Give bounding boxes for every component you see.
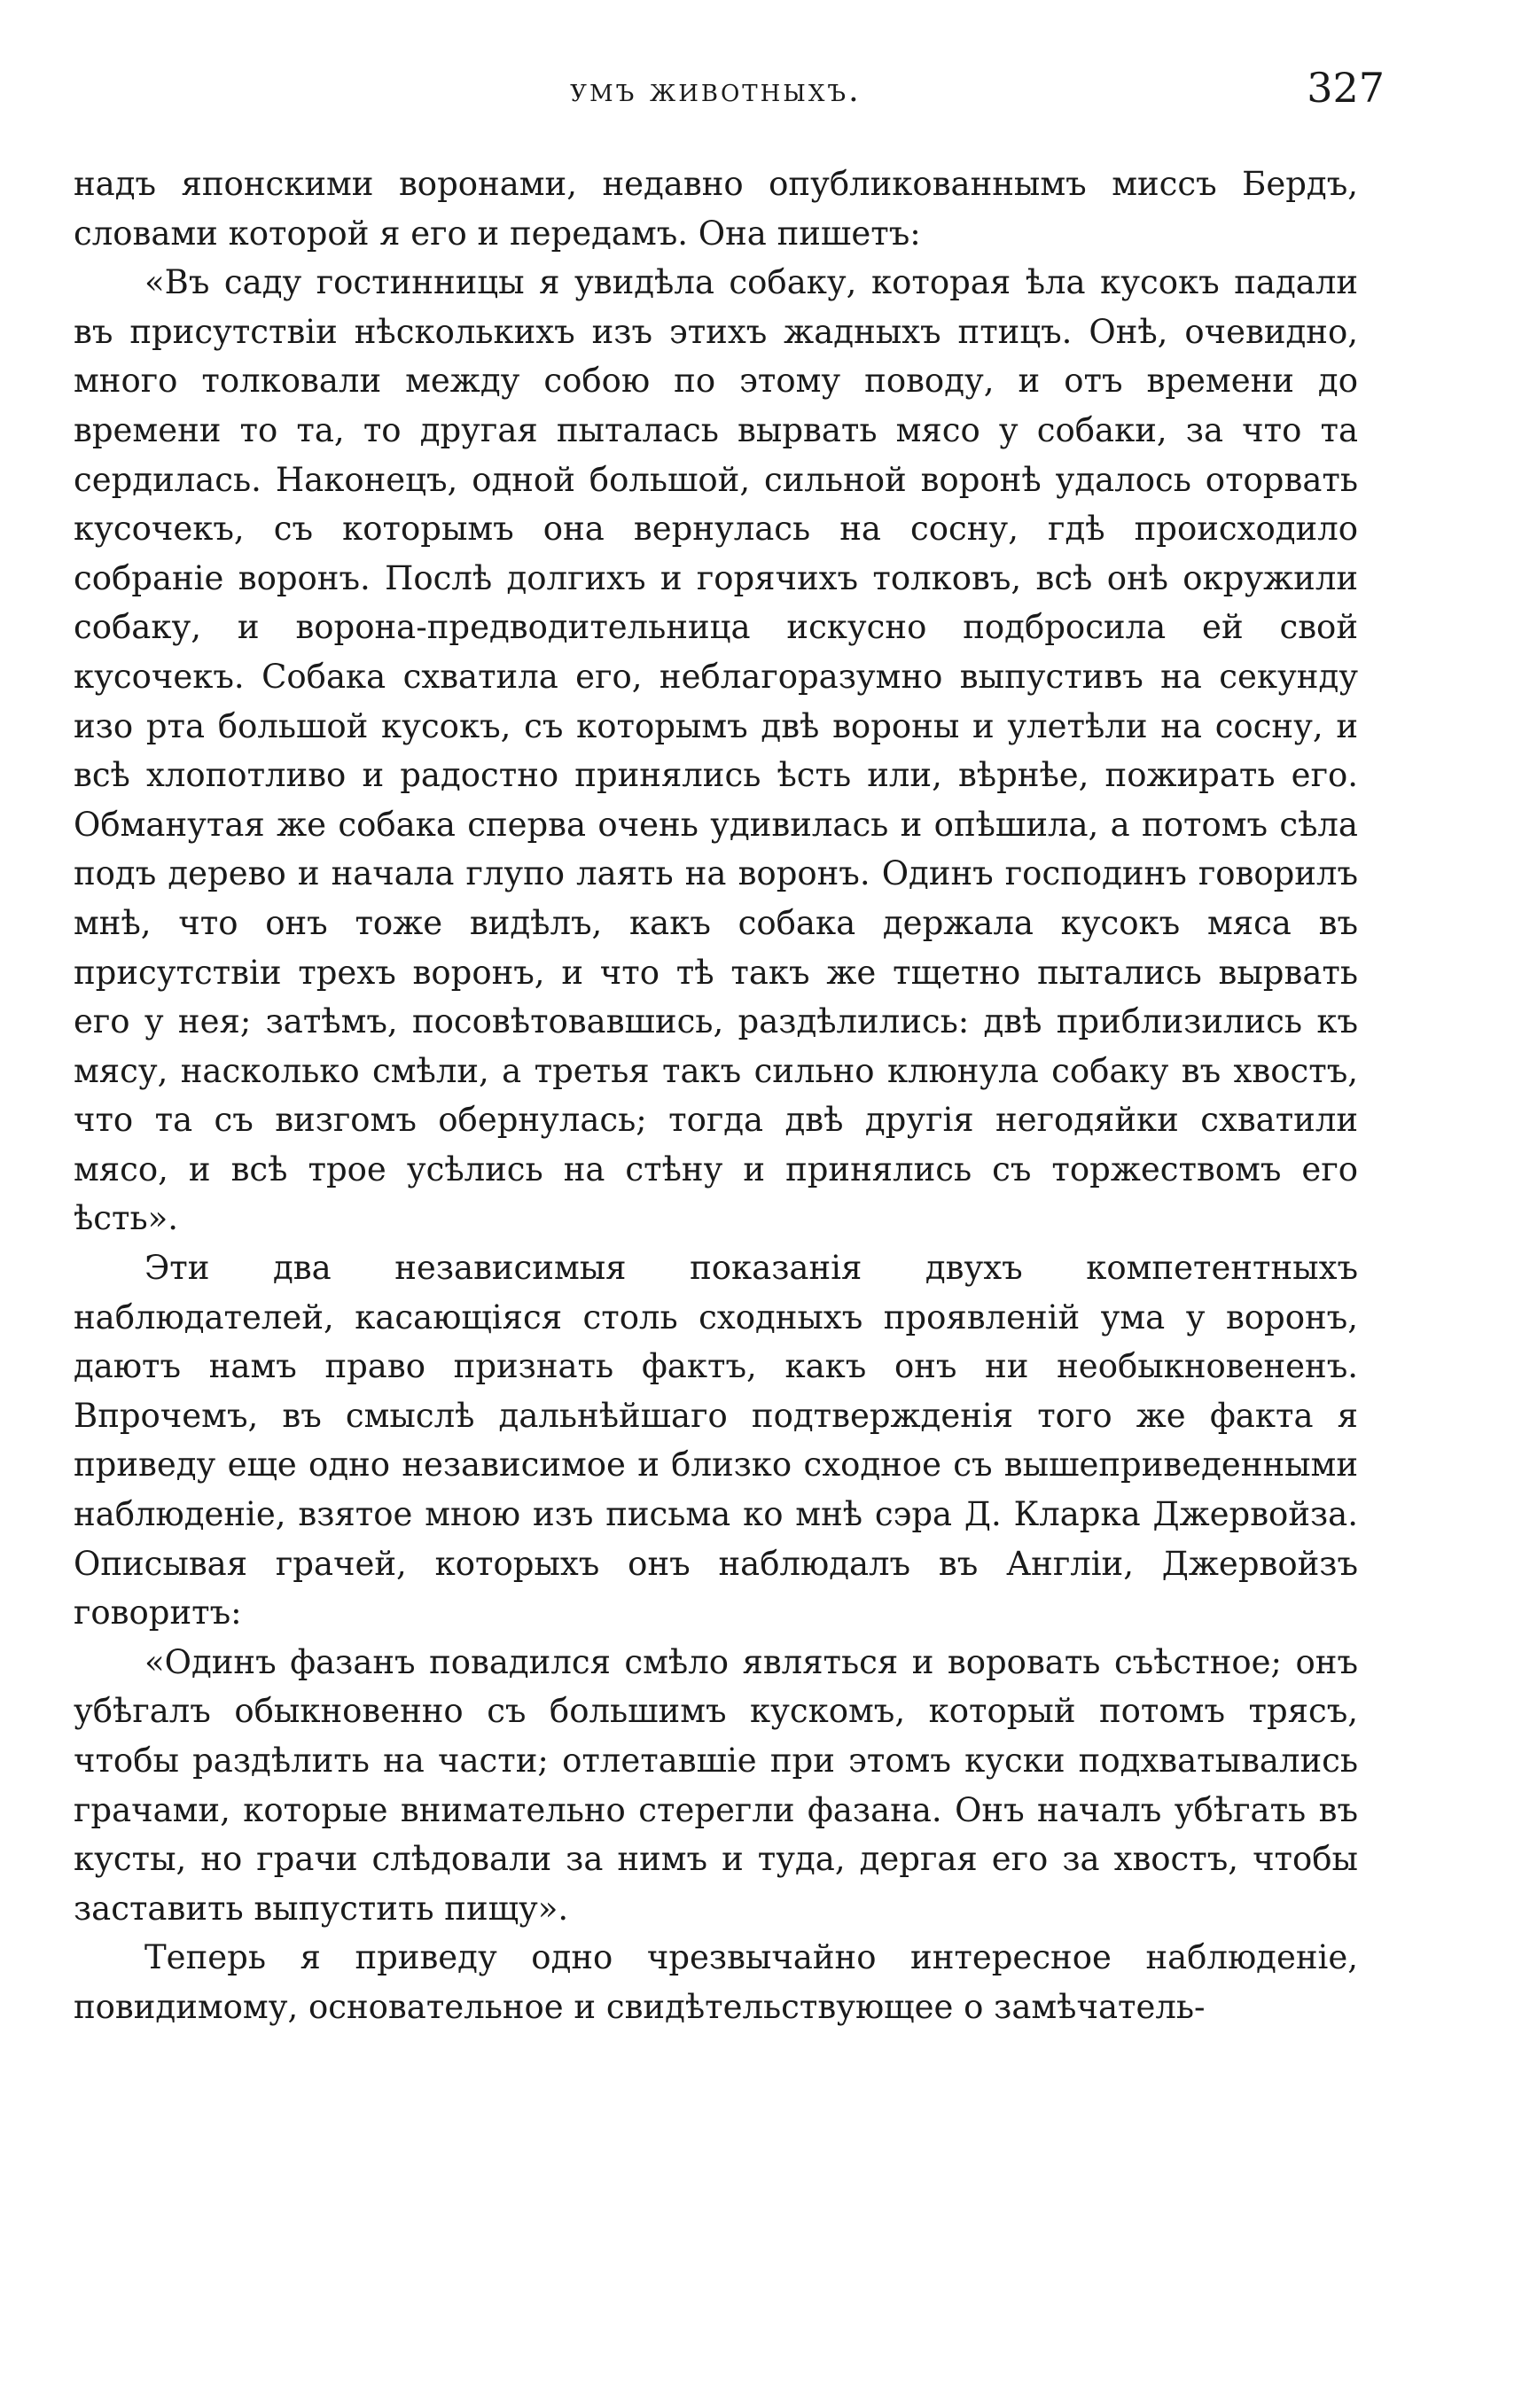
quote-miss-bird: «Въ саду гостинницы я увидѣла собаку, которая ѣла кусокъ падали въ присутствіи нѣсколькихъ изъ этихъ жадныхъ птицъ. Онѣ, очевидно, много толковали между собою по этому поводу, и отъ времени до времени то та, то другая пыталась вырвать мясо у собаки, за что та сердилась. Наконецъ, одной большой, сильной воронѣ удалось оторвать кусочекъ, съ которымъ она вернулась на сосну, гдѣ происходило собраніе воронъ. Послѣ долгихъ и горячихъ толковъ, всѣ онѣ окружили собаку, и ворона-предводительница искусно подбросила ей свой кусочекъ. Собака схватила его, неблагоразумно выпустивъ на секунду изо рта большой кусокъ, съ которымъ двѣ вороны и улетѣли на сосну, и всѣ хлопотливо и радостно принялись ѣсть или, вѣрнѣе, пожирать его. Обманутая же собака сперва очень удивилась и опѣшила, а потомъ сѣла подъ дерево и начала глупо лаять на воронъ. Одинъ господинъ говорилъ мнѣ, что онъ тоже видѣлъ, какъ собака держала кусокъ мяса въ присутствіи трехъ воронъ, и что тѣ такъ же тщетно пытались вырвать его у нея; затѣмъ, посовѣтовавшись, раздѣлились: двѣ приблизились къ мясу, насколько смѣли, а третья такъ сильно клюнула собаку въ хвостъ, что та съ визгомъ обернулась; тогда двѣ другія негодяйки схватили мясо, и всѣ трое усѣлись на стѣну и принялись съ торжествомъ его ѣсть». (74, 263, 1358, 1238)
body-text (74, 160, 1358, 2032)
quote-jervoise: «Одинъ фазанъ повадился смѣло являться и воровать съѣстное; онъ убѣгалъ обыкновенно съ большимъ кускомъ, который потомъ трясъ, чтобы раздѣлить на части; отлетавшіе при этомъ куски подхватывались грачами, которые внимательно стерегли фазана. Онъ началъ убѣгать въ кусты, но грачи слѣдовали за нимъ и туда, дергая его за хвостъ, чтобы заставить выпустить пищу». (74, 1642, 1358, 1928)
page-header (74, 64, 1385, 117)
page-number: 327 (1307, 64, 1385, 112)
running-title: умъ животныхъ. (570, 71, 862, 109)
paragraph-jervoise-intro: Эти два независимыя показанія двухъ компетентныхъ наблюдателей, касающіяся столь сходныхъ проявленій ума у воронъ, даютъ намъ право признать фактъ, какъ онъ ни необыкновененъ. Впрочемъ, въ смыслѣ дальнѣйшаго подтвержденія того же факта я приведу еще одно независимое и близко сходное съ вышеприведенными наблюденіе, взятое мною изъ письма ко мнѣ сэра Д. Кларка Джервойза. Описывая грачей, которыхъ онъ наблюдалъ въ Англіи, Джервойзъ говоритъ: (74, 1249, 1358, 1633)
paragraph-final: Теперь я приведу одно чрезвычайно интересное наблюденіе, повидимому, основательное и свидѣтельствующее о замѣчатель- (74, 1938, 1358, 2026)
paragraph-continuation: надъ японскими воронами, недавно опубликованнымъ миссъ Бердъ, словами которой я его и передамъ. Она пишетъ: (74, 165, 1358, 253)
